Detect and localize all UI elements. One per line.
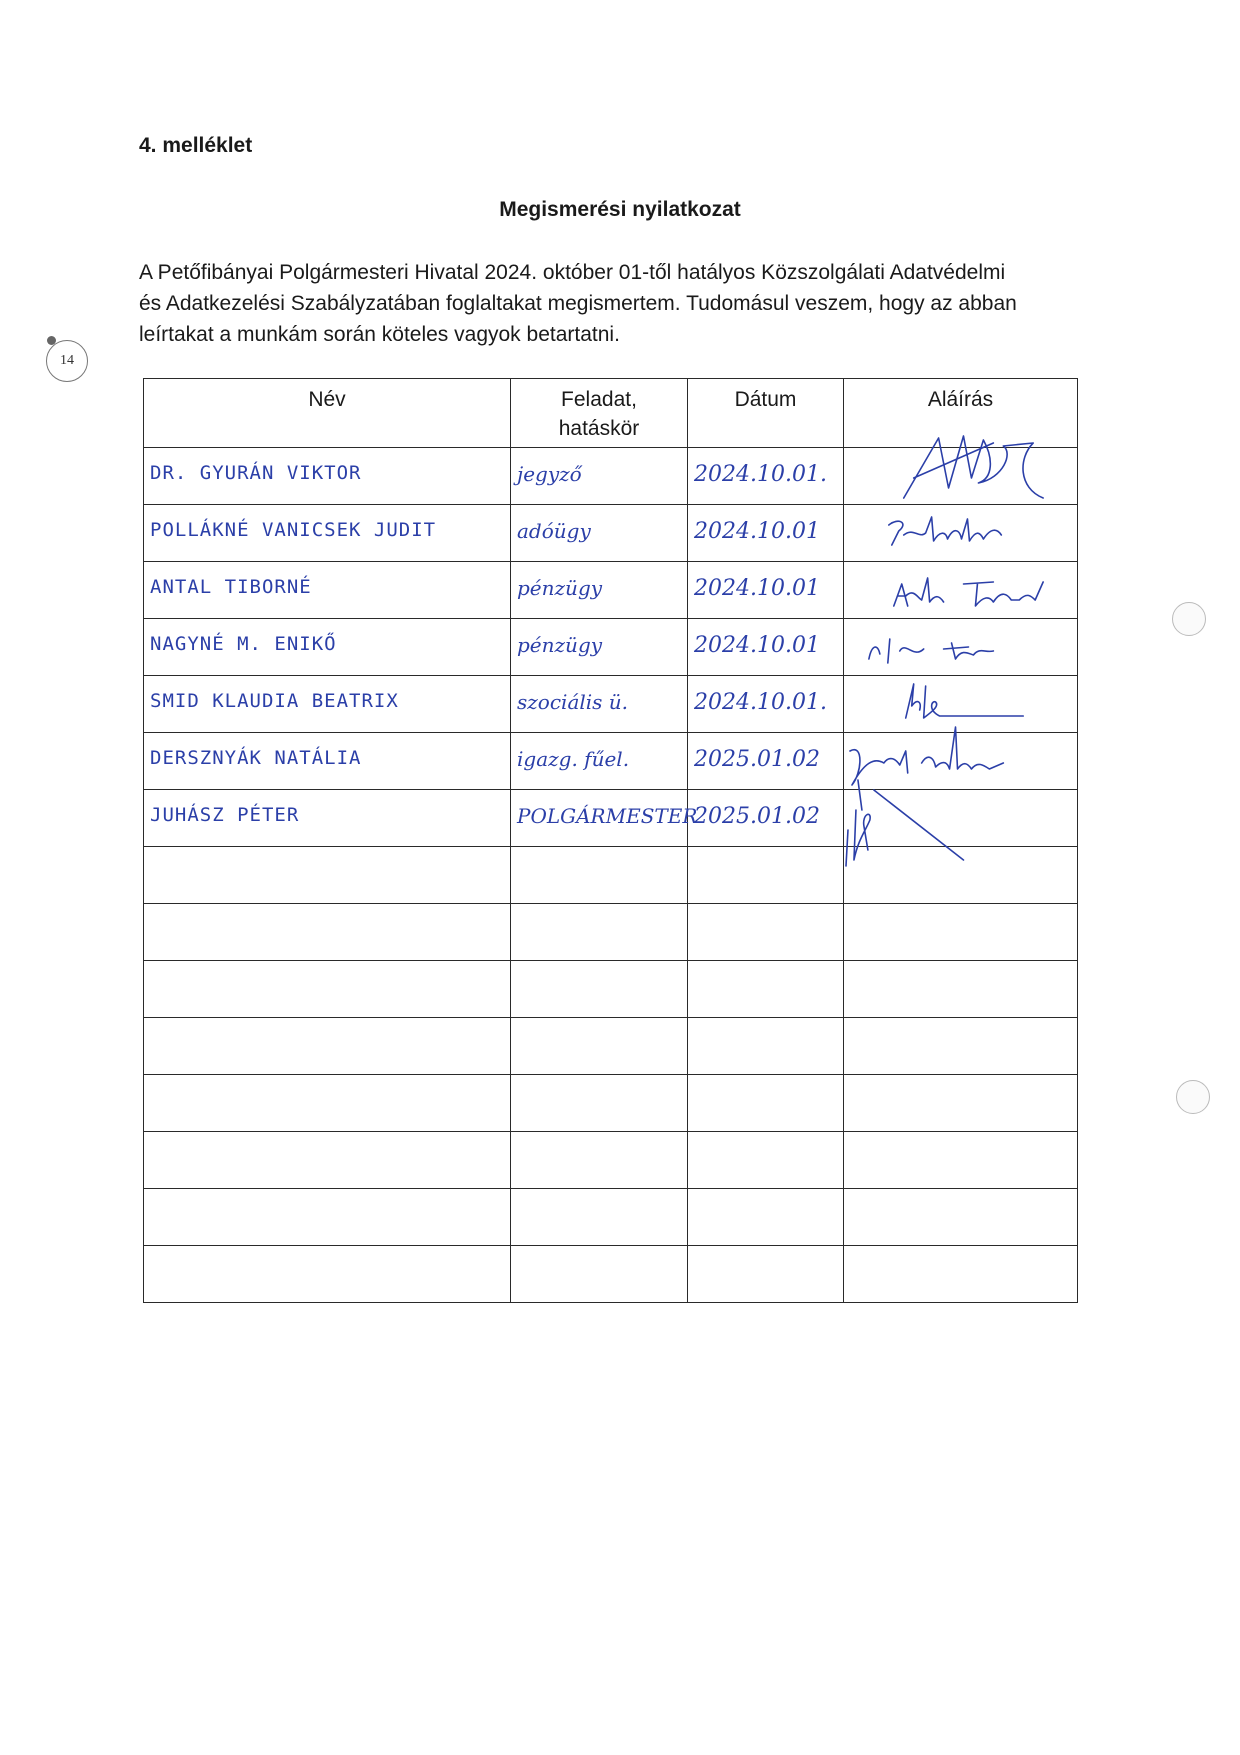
name-cell: [144, 1075, 511, 1132]
handwritten-date: 2024.10.01.: [694, 690, 827, 715]
date-cell: [688, 1132, 844, 1189]
table-row: [144, 619, 1078, 676]
table-row: [144, 961, 1078, 1018]
table-row: [144, 676, 1078, 733]
signature-cell: [844, 1246, 1078, 1303]
header-date: Dátum: [688, 379, 844, 448]
task-cell: [511, 961, 688, 1018]
signature-scribble: [844, 448, 1077, 504]
handwritten-task: adóügy: [517, 519, 591, 543]
document-title: Megismerési nyilatkozat: [499, 198, 741, 221]
signature-cell: [844, 961, 1078, 1018]
handwritten-date: 2024.10.01: [694, 519, 820, 544]
date-cell: [688, 904, 844, 961]
name-cell: [144, 448, 511, 505]
name-cell: [144, 1246, 511, 1303]
handwritten-date: 2024.10.01.: [694, 462, 827, 487]
handwritten-task: jegyző: [517, 462, 582, 486]
handwritten-name: SMID KLAUDIA BEATRIX: [150, 690, 399, 712]
table-row: [144, 733, 1078, 790]
signature-scribble: [844, 619, 1077, 675]
task-cell: [511, 847, 688, 904]
handwritten-date: 2024.10.01: [694, 633, 820, 658]
handwritten-name: JUHÁSZ PÉTER: [150, 804, 300, 826]
name-cell: [144, 790, 511, 847]
task-cell: [511, 619, 688, 676]
date-cell: [688, 562, 844, 619]
handwritten-task: pénzügy: [517, 633, 603, 657]
handwritten-task: pénzügy: [517, 576, 603, 600]
header-signature: Aláírás: [844, 379, 1078, 448]
date-cell: [688, 1018, 844, 1075]
date-cell: [688, 1075, 844, 1132]
intro-line: és Adatkezelési Szabályzatában foglaltakat megismertem. Tudomásul veszem, hogy az abban: [139, 292, 1017, 315]
table-row: [144, 904, 1078, 961]
handwritten-name: DERSZNYÁK NATÁLIA: [150, 747, 362, 769]
name-cell: [144, 1132, 511, 1189]
handwritten-name: ANTAL TIBORNÉ: [150, 576, 312, 598]
date-cell: [688, 1246, 844, 1303]
signature-scribble: [844, 733, 1077, 789]
task-cell: [511, 1189, 688, 1246]
header-name: Név: [144, 379, 511, 448]
signature-cell: [844, 619, 1078, 676]
task-cell: [511, 676, 688, 733]
signature-cell: [844, 733, 1078, 790]
task-cell: [511, 733, 688, 790]
intro-line: A Petőfibányai Polgármesteri Hivatal 2024. október 01-től hatályos Közszolgálati Adatvédelmi: [139, 261, 1006, 284]
signature-scribble: [844, 790, 1077, 846]
name-cell: [144, 1018, 511, 1075]
table-row: [144, 790, 1078, 847]
name-cell: [144, 847, 511, 904]
handwritten-date: 2024.10.01: [694, 576, 820, 601]
signature-cell: [844, 448, 1078, 505]
signature-cell: [844, 676, 1078, 733]
signature-scribble: [844, 505, 1077, 561]
name-cell: [144, 562, 511, 619]
task-cell: [511, 904, 688, 961]
signature-cell: [844, 1132, 1078, 1189]
table-row: [144, 847, 1078, 904]
table-header-row: [144, 379, 1078, 448]
signature-cell: [844, 790, 1078, 847]
table-row: [144, 562, 1078, 619]
date-cell: [688, 676, 844, 733]
handwritten-name: NAGYNÉ M. ENIKŐ: [150, 633, 337, 655]
date-cell: [688, 790, 844, 847]
date-cell: [688, 448, 844, 505]
task-cell: [511, 1018, 688, 1075]
header-task: [511, 379, 688, 448]
signature-cell: [844, 505, 1078, 562]
name-cell: [144, 619, 511, 676]
table-row: [144, 448, 1078, 505]
signature-cell: [844, 1189, 1078, 1246]
date-cell: [688, 1189, 844, 1246]
signature-cell: [844, 1018, 1078, 1075]
signature-cell: [844, 562, 1078, 619]
handwritten-task: POLGÁRMESTER: [517, 804, 698, 828]
annex-label: 4. melléklet: [139, 134, 253, 157]
task-cell: [511, 1075, 688, 1132]
date-cell: [688, 847, 844, 904]
header-task-line2: hatáskör: [558, 417, 640, 440]
table-row: [144, 1132, 1078, 1189]
task-cell: [511, 562, 688, 619]
signature-scribble: [844, 676, 1077, 732]
name-cell: [144, 961, 511, 1018]
intro-paragraph: [139, 257, 1099, 350]
handwritten-task: igazg. fűel.: [517, 747, 630, 771]
handwritten-task: szociális ü.: [517, 690, 629, 714]
name-cell: [144, 733, 511, 790]
task-cell: [511, 1246, 688, 1303]
date-cell: [688, 961, 844, 1018]
name-cell: [144, 676, 511, 733]
task-cell: [511, 505, 688, 562]
header-task-line1: Feladat,: [561, 388, 637, 411]
page-number-stamp: 14: [46, 340, 88, 382]
name-cell: [144, 1189, 511, 1246]
task-cell: [511, 448, 688, 505]
intro-line: leírtakat a munkám során köteles vagyok betartatni.: [139, 323, 620, 346]
signature-cell: [844, 1075, 1078, 1132]
task-cell: [511, 790, 698, 847]
punch-hole: [1176, 1080, 1210, 1114]
table-row: [144, 1189, 1078, 1246]
acknowledgement-table: [143, 378, 1078, 1303]
signature-scribble: [844, 562, 1077, 618]
table-row: [144, 505, 1078, 562]
punch-hole: [1172, 602, 1206, 636]
date-cell: [688, 733, 844, 790]
date-cell: [688, 619, 844, 676]
signature-cell: [844, 904, 1078, 961]
task-cell: [511, 1132, 688, 1189]
name-cell: [144, 904, 511, 961]
handwritten-name: POLLÁKNÉ VANICSEK JUDIT: [150, 519, 437, 541]
handwritten-name: DR. GYURÁN VIKTOR: [150, 462, 362, 484]
name-cell: [144, 505, 511, 562]
table-row: [144, 1246, 1078, 1303]
table-row: [144, 1075, 1078, 1132]
table-row: [144, 1018, 1078, 1075]
handwritten-date: 2025.01.02: [694, 747, 820, 772]
handwritten-date: 2025.01.02: [694, 804, 820, 829]
signature-cell: [844, 847, 1078, 904]
date-cell: [688, 505, 844, 562]
